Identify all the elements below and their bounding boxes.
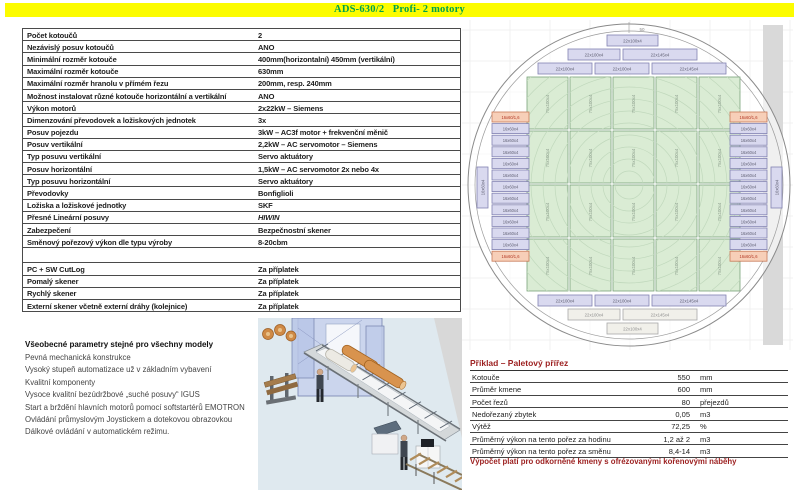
spec-row-value: 2x22kW – Siemens [258, 103, 324, 113]
spec-row-label: PC + SW CutLog [27, 264, 85, 274]
machine-illustration [258, 318, 462, 490]
svg-text:16x60x4: 16x60x4 [740, 219, 757, 225]
spec-row-option [23, 288, 460, 300]
svg-text:22x100x4: 22x100x4 [584, 52, 604, 58]
example-row-unit: mm [700, 372, 713, 382]
spec-row [23, 53, 460, 65]
cutting-pattern-diagram [440, 15, 795, 360]
svg-text:16x60x4: 16x60x4 [502, 207, 519, 213]
svg-text:22x145x4: 22x145x4 [679, 298, 699, 304]
svg-text:16x60/1,6: 16x60/1,6 [501, 115, 520, 120]
example-row-unit: m3 [700, 409, 711, 419]
svg-text:75x100x4: 75x100x4 [631, 256, 636, 276]
svg-text:22x100x4: 22x100x4 [612, 66, 632, 72]
spec-row-value: Za příplatek [258, 264, 299, 274]
svg-text:16x60x4: 16x60x4 [502, 138, 519, 144]
svg-text:16x60x4: 16x60x4 [480, 179, 486, 196]
example-row-unit: m3 [700, 447, 711, 457]
example-row [470, 408, 788, 420]
example-row-label: Nedořezaný zbytek [472, 409, 537, 419]
spec-row-label: Převodovky [27, 189, 69, 199]
spec-row-value: HIWIN [258, 213, 280, 223]
example-table-heading: Příklad – Paletový přířez [470, 358, 788, 371]
svg-text:75x100x4: 75x100x4 [631, 94, 636, 114]
spec-row-value: 2 [258, 30, 263, 40]
spec-row [23, 212, 460, 224]
example-row-label: Počet řezů [472, 397, 508, 407]
spec-row-label: Počet kotoučů [27, 30, 78, 40]
svg-text:75x100x4: 75x100x4 [674, 148, 679, 168]
example-row [470, 396, 788, 408]
example-row-value: 80 [681, 397, 690, 407]
svg-text:16x60x4: 16x60x4 [774, 179, 780, 196]
svg-text:75x100x4: 75x100x4 [717, 256, 722, 276]
svg-text:16x60x4: 16x60x4 [740, 138, 757, 144]
svg-text:22x145x4: 22x145x4 [679, 66, 699, 72]
spec-row-value: ANO [258, 91, 275, 101]
svg-text:16x60x4: 16x60x4 [502, 219, 519, 225]
svg-text:22x100x4: 22x100x4 [623, 326, 642, 332]
general-parameter-line: Ovládání průmyslovým Joystickem a dotekovou obrazovkou [25, 415, 233, 425]
svg-text:16x60x4: 16x60x4 [502, 161, 519, 167]
svg-text:16x60/1,6: 16x60/1,6 [501, 254, 520, 260]
example-row-value: 600 [677, 385, 690, 395]
svg-text:75x100x4: 75x100x4 [674, 256, 679, 276]
spec-row-label: Zabezpečení [27, 225, 71, 235]
example-row [470, 383, 788, 395]
general-parameter-line: Kvalitní komponenty [25, 377, 96, 387]
svg-text:22x100x4: 22x100x4 [623, 38, 642, 44]
page-title: ADS-630/2 Profi- 2 motory [5, 3, 794, 17]
svg-text:75x100x4: 75x100x4 [631, 202, 636, 222]
spec-row-value: 630mm [258, 67, 284, 77]
general-parameters [25, 340, 260, 439]
svg-text:16x60/1,6: 16x60/1,6 [739, 115, 758, 120]
spec-row-value: Za příplatek [258, 277, 299, 287]
example-row-value: 72,25 [671, 422, 690, 432]
svg-text:75x100x4: 75x100x4 [588, 94, 593, 114]
svg-text:22x145x4: 22x145x4 [650, 312, 670, 318]
spec-row-value: Za příplatek [258, 289, 299, 299]
svg-text:22x145x4: 22x145x4 [650, 52, 670, 58]
svg-text:22x100x4: 22x100x4 [612, 298, 632, 304]
spec-row-label: Rychlý skener [27, 289, 77, 299]
example-row-label: Kotouče [472, 372, 500, 382]
spec-row-label: Možnost instalovat různé kotouče horizontální a vertikální [27, 91, 227, 101]
svg-text:16x60x4: 16x60x4 [740, 231, 757, 236]
spec-row-value: Za příplatek [258, 301, 299, 311]
example-row-value: 8,4-14 [668, 447, 690, 457]
svg-text:75x100x4: 75x100x4 [674, 202, 679, 222]
example-row-label: Průměr kmene [472, 385, 522, 395]
spec-row-option [23, 263, 460, 275]
general-parameter-line: Start a brždění hlavních motorů pomocí softstartérů EMOTRON [25, 402, 245, 412]
spec-table-spacer [23, 248, 460, 263]
svg-text:50: 50 [639, 27, 645, 32]
svg-text:75x100x4: 75x100x4 [631, 148, 636, 168]
spec-row-label: Ložiska a ložiskové jednotky [27, 201, 127, 211]
example-row-label: Průměrný výkon na tento pořez za směnu [472, 447, 611, 457]
svg-text:75x100x4: 75x100x4 [545, 94, 550, 114]
example-row-unit: % [700, 422, 707, 432]
spec-row-label: Dimenzování převodovek a ložiskových jednotek [27, 115, 196, 125]
spec-row [23, 139, 460, 151]
spec-row-option [23, 300, 460, 312]
svg-text:75x100x4: 75x100x4 [545, 148, 550, 168]
example-row [470, 445, 788, 457]
spec-row [23, 29, 460, 41]
spec-row-label: Maximální rozměr kotouče [27, 67, 119, 77]
spec-row [23, 200, 460, 212]
spec-row-value: 400mm(horizontalní) 450mm (vertikální) [258, 54, 395, 64]
svg-text:22x100x4: 22x100x4 [555, 298, 575, 304]
spec-row-label: Výkon motorů [27, 103, 76, 113]
spec-row [23, 90, 460, 102]
spec-row [23, 163, 460, 175]
general-parameter-line: Pevná mechanická konstrukce [25, 353, 131, 362]
svg-text:75x100x4: 75x100x4 [588, 256, 593, 276]
spec-row [23, 224, 460, 236]
svg-text:22x100x4: 22x100x4 [555, 66, 575, 72]
example-row-label: Výtěž [472, 422, 491, 432]
example-note: Výpočet platí pro odkorněné kmeny s ofrézovanými kořenovými náběhy [470, 457, 737, 466]
example-row-label: Průměrný výkon na tento pořez za hodinu [472, 434, 611, 444]
svg-text:16x60x4: 16x60x4 [740, 184, 757, 190]
spec-row [23, 187, 460, 199]
svg-text:16x60x4: 16x60x4 [740, 196, 757, 202]
spec-row-option [23, 276, 460, 288]
general-parameter-line: Dálkové ovládání v automatickém režimu. [25, 427, 170, 437]
spec-row-value: 1,5kW – AC servomotor 2x nebo 4x [258, 164, 379, 174]
svg-text:75x100x4: 75x100x4 [674, 94, 679, 114]
spec-row [23, 175, 460, 187]
svg-text:75x100x4: 75x100x4 [588, 202, 593, 222]
example-row-unit: m3 [700, 434, 711, 444]
svg-text:16x60x4: 16x60x4 [740, 207, 757, 213]
svg-text:75x100x4: 75x100x4 [545, 202, 550, 222]
spec-row-value: ANO [258, 42, 275, 52]
spec-row-label: Posuv horizontální [27, 164, 92, 174]
spec-row-value: Servo aktuátory [258, 152, 313, 162]
spec-row-label: Přesné Lineární posuvy [27, 213, 109, 223]
spec-table [22, 28, 461, 312]
spec-row [23, 236, 460, 248]
svg-text:16x60x4: 16x60x4 [502, 231, 519, 236]
spec-row-value: 3x [258, 115, 267, 125]
spec-row [23, 102, 460, 114]
spec-row [23, 78, 460, 90]
example-row [470, 371, 788, 383]
spec-row-value: Bezpečnostní skener [258, 225, 331, 235]
spec-row [23, 127, 460, 139]
example-row [470, 433, 788, 445]
spec-row-label: Externí skener včetně externí dráhy (kolejnice) [27, 301, 188, 311]
spec-row-label: Typ posuvu horizontální [27, 176, 111, 186]
general-parameter-line: Vysoký stupeň automatizace už v základním vybavení [25, 365, 212, 375]
spec-table-extra-rows [23, 263, 460, 312]
example-row-value: 1,2 až 2 [663, 434, 690, 444]
spec-row [23, 41, 460, 53]
spec-row-value: SKF [258, 201, 273, 211]
svg-text:22x100x4: 22x100x4 [584, 312, 604, 318]
example-row-value: 550 [677, 372, 690, 382]
general-parameter-line: Vysoce kvalitní bezúdržbové „suché posuvy“ IGUS [25, 390, 200, 400]
spec-row-label: Maximální rozměr hranolu v přímém řezu [27, 79, 169, 89]
spec-row-label: Směnový pořezový výkon dle typu výroby [27, 237, 173, 247]
svg-text:16x60x4: 16x60x4 [502, 184, 519, 190]
spec-row-value: 3kW – AC3f motor + frekvenční měnič [258, 128, 388, 138]
spec-table-main-rows [23, 29, 460, 248]
svg-text:16x60x4: 16x60x4 [740, 242, 757, 248]
svg-text:75x100x4: 75x100x4 [588, 148, 593, 168]
example-row-unit: přejezdů [700, 397, 729, 407]
svg-text:16x60x4: 16x60x4 [502, 242, 519, 248]
spec-row [23, 114, 460, 126]
example-table [470, 358, 788, 458]
general-parameters-lines [25, 352, 260, 439]
spec-row [23, 66, 460, 78]
svg-text:16x60x4: 16x60x4 [740, 126, 757, 132]
general-parameters-heading: Všeobecné parametry stejné pro všechny modely [25, 340, 214, 349]
spec-row-label: Typ posuvu vertikální [27, 152, 102, 162]
svg-text:75x100x4: 75x100x4 [717, 94, 722, 114]
svg-text:75x100x4: 75x100x4 [717, 148, 722, 168]
spec-row-label: Nezávislý posuv kotoučů [27, 42, 114, 52]
svg-text:16x60x4: 16x60x4 [502, 126, 519, 132]
example-row-value: 0,05 [675, 409, 690, 419]
spec-row-label: Posuv pojezdu [27, 128, 79, 138]
svg-text:16x60x4: 16x60x4 [740, 161, 757, 167]
spec-row-value: Servo aktuátory [258, 176, 313, 186]
spec-row-value: Bonfiglioli [258, 189, 294, 199]
spec-row-value: 200mm, resp. 240mm [258, 79, 332, 89]
example-row [470, 421, 788, 433]
svg-text:75x100x4: 75x100x4 [545, 256, 550, 276]
svg-text:16x60x4: 16x60x4 [502, 196, 519, 202]
spec-row-label: Minimální rozměr kotouče [27, 54, 117, 64]
svg-text:16x60x4: 16x60x4 [502, 173, 519, 178]
spec-row [23, 151, 460, 163]
spec-row-value: 8-20cbm [258, 237, 288, 247]
spec-row-value: 2,2kW – AC servomotor – Siemens [258, 140, 378, 150]
spec-row-label: Pomalý skener [27, 277, 79, 287]
example-table-rows [470, 371, 788, 458]
svg-text:16x60x4: 16x60x4 [740, 173, 757, 178]
svg-text:16x60/1,6: 16x60/1,6 [739, 254, 758, 260]
example-row-unit: mm [700, 385, 713, 395]
svg-text:16x60x4: 16x60x4 [502, 149, 519, 155]
svg-text:16x60x4: 16x60x4 [740, 149, 757, 155]
svg-text:75x100x4: 75x100x4 [717, 202, 722, 222]
spec-row-label: Posuv vertikální [27, 140, 83, 150]
